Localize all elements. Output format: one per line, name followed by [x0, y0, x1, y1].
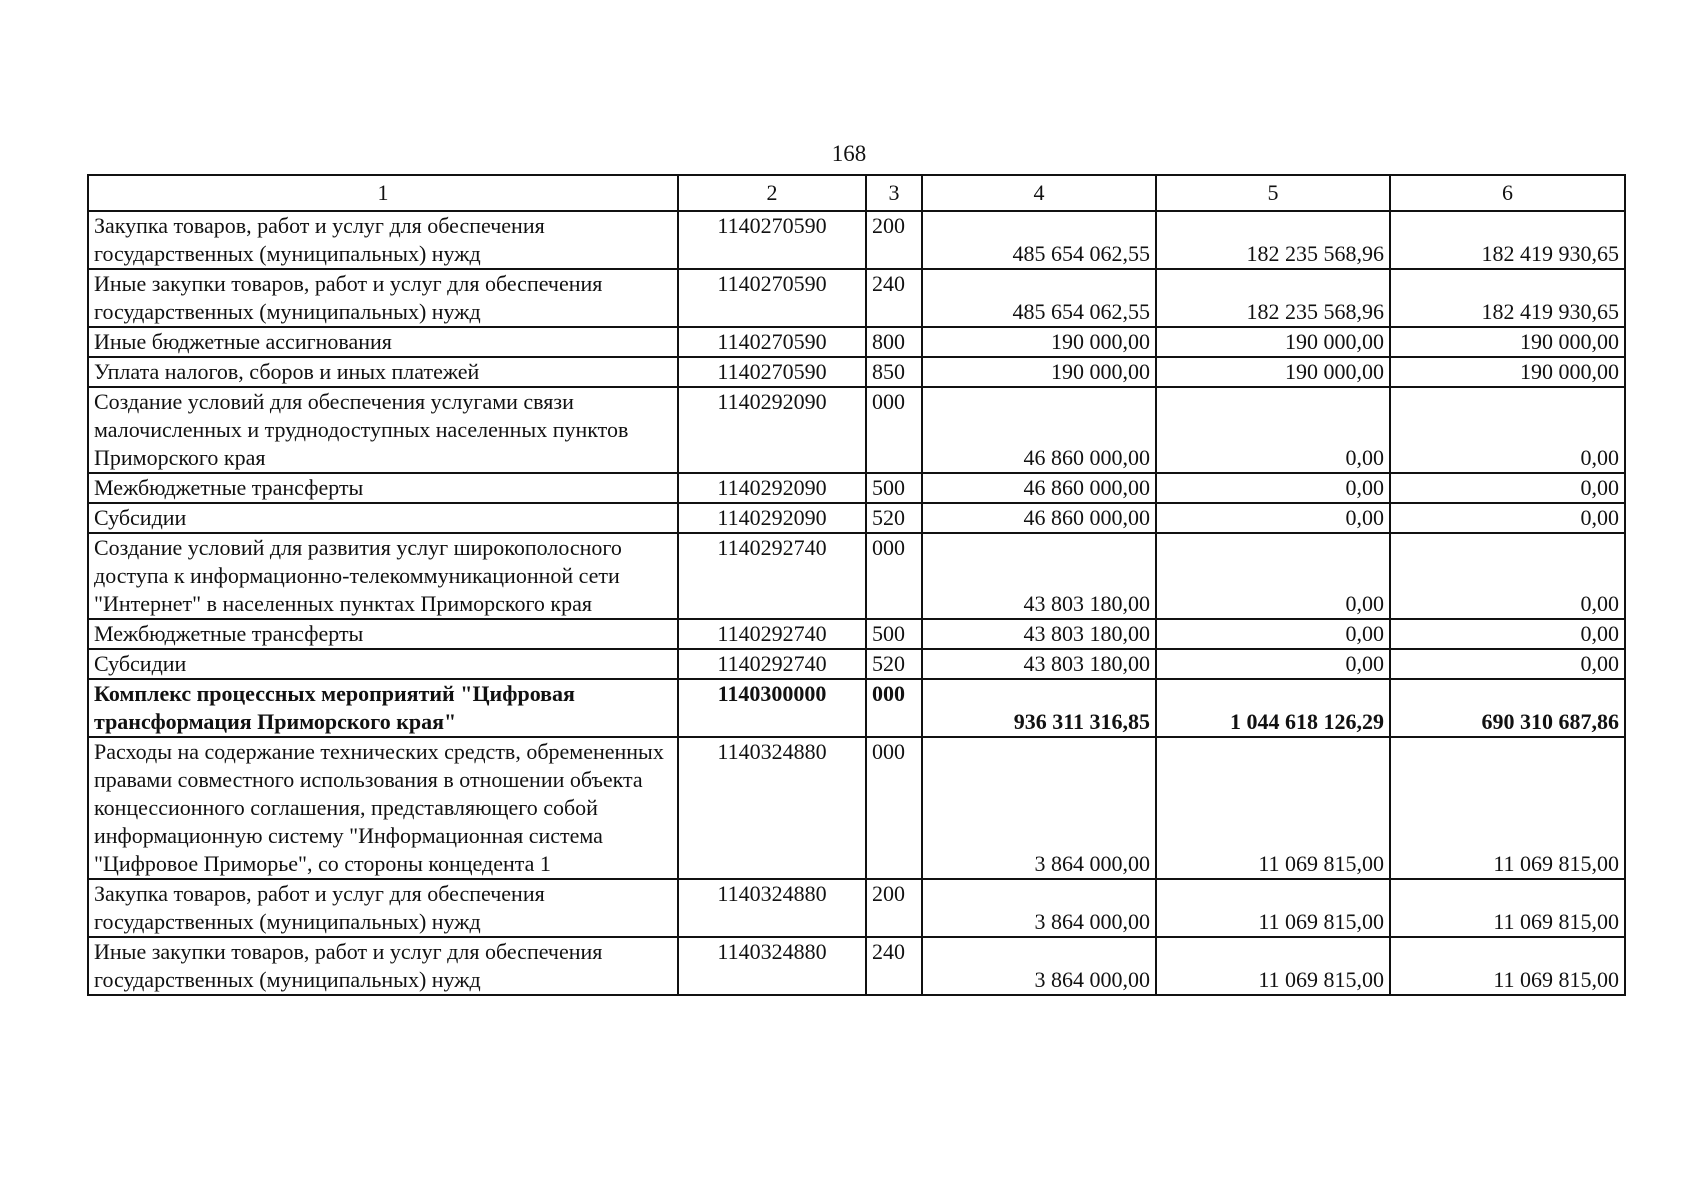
table-row — [88, 679, 1625, 737]
row-value-4-cell: 43 803 180,00 — [922, 649, 1156, 679]
row-value-6-cell: 190 000,00 — [1390, 357, 1625, 387]
row-type-cell: 240 — [866, 937, 922, 995]
row-value-5-cell: 0,00 — [1156, 473, 1390, 503]
table-row — [88, 211, 1625, 269]
row-value-4-cell: 43 803 180,00 — [922, 533, 1156, 619]
table-row — [88, 937, 1625, 995]
row-type-cell: 200 — [866, 211, 922, 269]
row-name-cell: Расходы на содержание технических средств, обремененных правами совместного использования в отношении объекта концессионного соглашения, представляющего собой информационную систему "Информационная система "Цифровое Приморье", со стороны концедента 1 — [88, 737, 678, 879]
row-name-cell: Уплата налогов, сборов и иных платежей — [88, 357, 678, 387]
table-row — [88, 649, 1625, 679]
row-code-cell: 1140292090 — [678, 387, 866, 473]
column-header-3: 3 — [866, 175, 922, 211]
row-type-cell: 500 — [866, 619, 922, 649]
row-value-6-cell: 0,00 — [1390, 619, 1625, 649]
row-value-5-cell: 0,00 — [1156, 649, 1390, 679]
column-number-row — [88, 175, 1625, 211]
table-row — [88, 357, 1625, 387]
row-code-cell: 1140270590 — [678, 327, 866, 357]
table-row — [88, 327, 1625, 357]
row-type-cell: 500 — [866, 473, 922, 503]
row-value-5-cell: 11 069 815,00 — [1156, 879, 1390, 937]
row-type-cell: 000 — [866, 387, 922, 473]
row-value-5-cell: 182 235 568,96 — [1156, 269, 1390, 327]
row-value-4-cell: 3 864 000,00 — [922, 879, 1156, 937]
row-value-5-cell: 11 069 815,00 — [1156, 937, 1390, 995]
row-value-5-cell: 0,00 — [1156, 619, 1390, 649]
row-type-cell: 520 — [866, 649, 922, 679]
row-type-cell: 000 — [866, 737, 922, 879]
row-value-4-cell: 190 000,00 — [922, 357, 1156, 387]
row-value-4-cell: 485 654 062,55 — [922, 269, 1156, 327]
row-name-cell: Иные закупки товаров, работ и услуг для обеспечения государственных (муниципальных) нужд — [88, 269, 678, 327]
row-value-5-cell: 1 044 618 126,29 — [1156, 679, 1390, 737]
row-value-6-cell: 0,00 — [1390, 387, 1625, 473]
row-value-4-cell: 46 860 000,00 — [922, 503, 1156, 533]
row-value-6-cell: 182 419 930,65 — [1390, 211, 1625, 269]
row-value-6-cell: 190 000,00 — [1390, 327, 1625, 357]
table-row — [88, 503, 1625, 533]
row-value-5-cell: 190 000,00 — [1156, 357, 1390, 387]
row-name-cell: Комплекс процессных мероприятий "Цифровая трансформация Приморского края" — [88, 679, 678, 737]
row-value-5-cell: 182 235 568,96 — [1156, 211, 1390, 269]
table-row — [88, 473, 1625, 503]
table-row — [88, 879, 1625, 937]
row-name-cell: Создание условий для обеспечения услугами связи малочисленных и труднодоступных населенных пунктов Приморского края — [88, 387, 678, 473]
row-value-5-cell: 0,00 — [1156, 503, 1390, 533]
row-code-cell: 1140270590 — [678, 357, 866, 387]
row-value-4-cell: 3 864 000,00 — [922, 737, 1156, 879]
row-value-6-cell: 0,00 — [1390, 503, 1625, 533]
row-type-cell: 000 — [866, 679, 922, 737]
row-name-cell: Закупка товаров, работ и услуг для обеспечения государственных (муниципальных) нужд — [88, 211, 678, 269]
row-code-cell: 1140292740 — [678, 649, 866, 679]
row-name-cell: Субсидии — [88, 649, 678, 679]
row-name-cell: Межбюджетные трансферты — [88, 619, 678, 649]
page-number: 168 — [831, 141, 867, 166]
row-type-cell: 000 — [866, 533, 922, 619]
row-value-6-cell: 690 310 687,86 — [1390, 679, 1625, 737]
row-value-6-cell: 0,00 — [1390, 473, 1625, 503]
row-code-cell: 1140324880 — [678, 879, 866, 937]
row-code-cell: 1140292740 — [678, 533, 866, 619]
table-row — [88, 737, 1625, 879]
table-row — [88, 387, 1625, 473]
row-value-5-cell: 190 000,00 — [1156, 327, 1390, 357]
column-header-5: 5 — [1156, 175, 1390, 211]
row-value-4-cell: 46 860 000,00 — [922, 473, 1156, 503]
row-value-4-cell: 43 803 180,00 — [922, 619, 1156, 649]
row-type-cell: 240 — [866, 269, 922, 327]
row-name-cell: Межбюджетные трансферты — [88, 473, 678, 503]
row-name-cell: Иные бюджетные ассигнования — [88, 327, 678, 357]
row-type-cell: 200 — [866, 879, 922, 937]
row-value-4-cell: 46 860 000,00 — [922, 387, 1156, 473]
row-value-6-cell: 11 069 815,00 — [1390, 879, 1625, 937]
row-value-6-cell: 0,00 — [1390, 533, 1625, 619]
row-code-cell: 1140270590 — [678, 211, 866, 269]
row-type-cell: 520 — [866, 503, 922, 533]
row-value-6-cell: 11 069 815,00 — [1390, 937, 1625, 995]
column-header-2: 2 — [678, 175, 866, 211]
budget-table — [87, 174, 1626, 996]
row-value-5-cell: 0,00 — [1156, 387, 1390, 473]
row-name-cell: Иные закупки товаров, работ и услуг для обеспечения государственных (муниципальных) нужд — [88, 937, 678, 995]
row-value-5-cell: 11 069 815,00 — [1156, 737, 1390, 879]
row-value-4-cell: 3 864 000,00 — [922, 937, 1156, 995]
row-code-cell: 1140292740 — [678, 619, 866, 649]
table-row — [88, 619, 1625, 649]
table-row — [88, 269, 1625, 327]
row-code-cell: 1140300000 — [678, 679, 866, 737]
row-name-cell: Закупка товаров, работ и услуг для обеспечения государственных (муниципальных) нужд — [88, 879, 678, 937]
row-code-cell: 1140324880 — [678, 937, 866, 995]
row-code-cell: 1140292090 — [678, 503, 866, 533]
row-name-cell: Создание условий для развития услуг широкополосного доступа к информационно-телекоммуникационной сети "Интернет" в населенных пунктах Приморского края — [88, 533, 678, 619]
row-code-cell: 1140292090 — [678, 473, 866, 503]
row-name-cell: Субсидии — [88, 503, 678, 533]
row-value-5-cell: 0,00 — [1156, 533, 1390, 619]
row-value-6-cell: 0,00 — [1390, 649, 1625, 679]
table-row — [88, 533, 1625, 619]
row-value-6-cell: 11 069 815,00 — [1390, 737, 1625, 879]
row-code-cell: 1140270590 — [678, 269, 866, 327]
column-header-1: 1 — [88, 175, 678, 211]
row-type-cell: 850 — [866, 357, 922, 387]
row-code-cell: 1140324880 — [678, 737, 866, 879]
row-value-4-cell: 936 311 316,85 — [922, 679, 1156, 737]
row-type-cell: 800 — [866, 327, 922, 357]
row-value-4-cell: 190 000,00 — [922, 327, 1156, 357]
column-header-4: 4 — [922, 175, 1156, 211]
row-value-6-cell: 182 419 930,65 — [1390, 269, 1625, 327]
row-value-4-cell: 485 654 062,55 — [922, 211, 1156, 269]
column-header-6: 6 — [1390, 175, 1625, 211]
